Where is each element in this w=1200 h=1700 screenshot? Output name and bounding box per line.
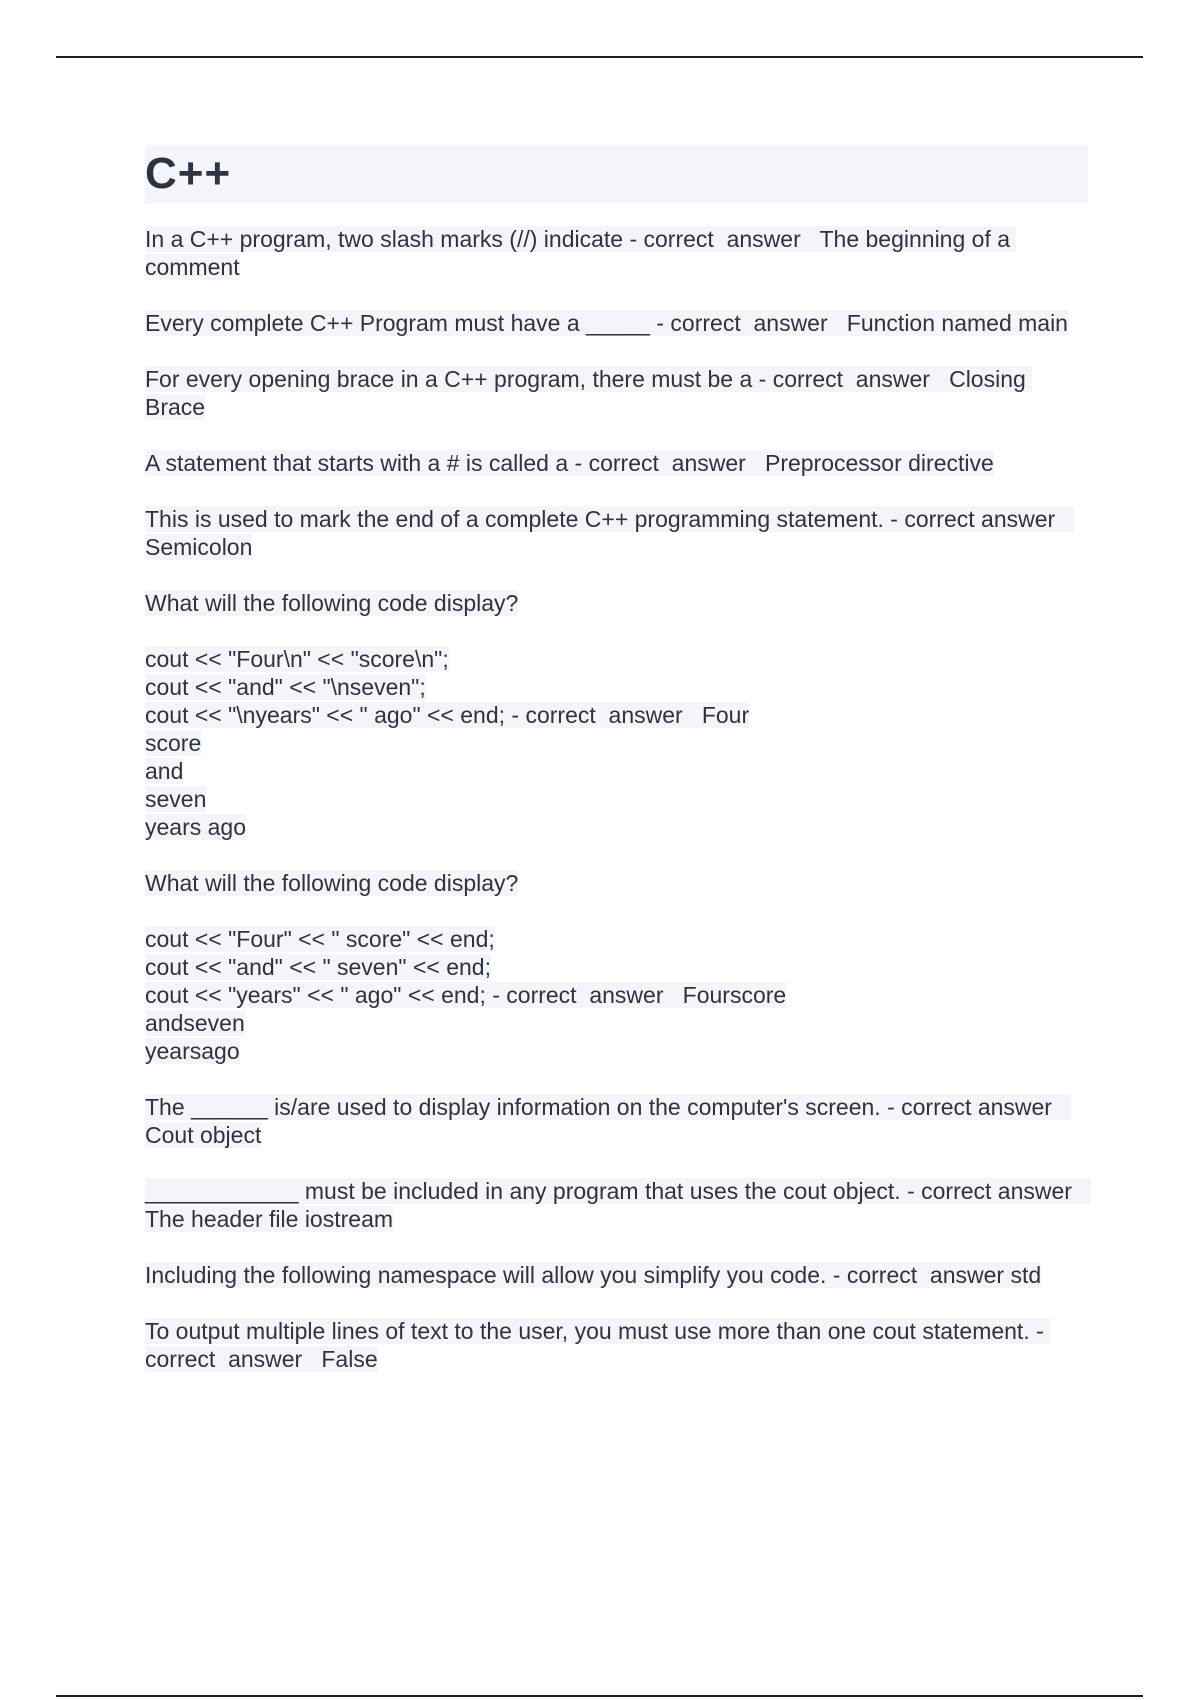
- code-answer-paragraph: [145, 925, 1088, 1065]
- top-rule: [56, 56, 1143, 58]
- qa-paragraph: [145, 365, 1088, 421]
- qa-text: What will the following code display?: [145, 590, 519, 616]
- qa-paragraph: [145, 1177, 1092, 1233]
- qa-text: For every opening brace in a C++ program, there must be a - correct answer Closing Brace: [145, 366, 1033, 420]
- qa-text: This is used to mark the end of a complete C++ programming statement. - correct answer Semicolon: [145, 506, 1075, 560]
- qa-paragraph: [145, 505, 1088, 561]
- qa-text: In a C++ program, two slash marks (//) indicate - correct answer The beginning of a comment: [145, 226, 1017, 280]
- code-answer-paragraph: [145, 645, 1088, 841]
- qa-paragraph: [145, 1093, 1088, 1149]
- qa-paragraph: [145, 1261, 1088, 1289]
- qa-text: ____________ must be included in any program that uses the cout object. - correct answer The header file iostream: [145, 1178, 1092, 1232]
- qa-paragraph: [145, 309, 1088, 337]
- page-title: C++: [145, 149, 232, 198]
- title-bar: [145, 145, 1088, 203]
- document-body: [145, 145, 1092, 1401]
- bottom-rule: [56, 1695, 1143, 1697]
- qa-paragraph: [145, 1317, 1088, 1373]
- qa-paragraph: [145, 449, 1088, 477]
- qa-text: Every complete C++ Program must have a _____ - correct answer Function named main: [145, 310, 1068, 336]
- qa-text: Including the following namespace will allow you simplify you code. - correct answer std: [145, 1262, 1042, 1288]
- qa-paragraph: [145, 225, 1088, 281]
- qa-text: cout << "Four" << " score" << end; cout << "and" << " seven" << end; cout << "years" << " ago" << end; - correct answer Fourscore andseven yearsago: [145, 926, 787, 1064]
- question-paragraph: [145, 589, 1088, 617]
- qa-text: To output multiple lines of text to the user, you must use more than one cout statement. - correct answer False: [145, 1318, 1051, 1372]
- qa-text: The ______ is/are used to display information on the computer's screen. - correct answer Cout object: [145, 1094, 1072, 1148]
- qa-text: What will the following code display?: [145, 870, 519, 896]
- qa-text: cout << "Four\n" << "score\n"; cout << "and" << "\nseven"; cout << "\nyears" << " ago" << end; - correct answer Four score and seven years ago: [145, 646, 750, 840]
- question-paragraph: [145, 869, 1088, 897]
- qa-text: A statement that starts with a # is called a - correct answer Preprocessor directive: [145, 450, 994, 476]
